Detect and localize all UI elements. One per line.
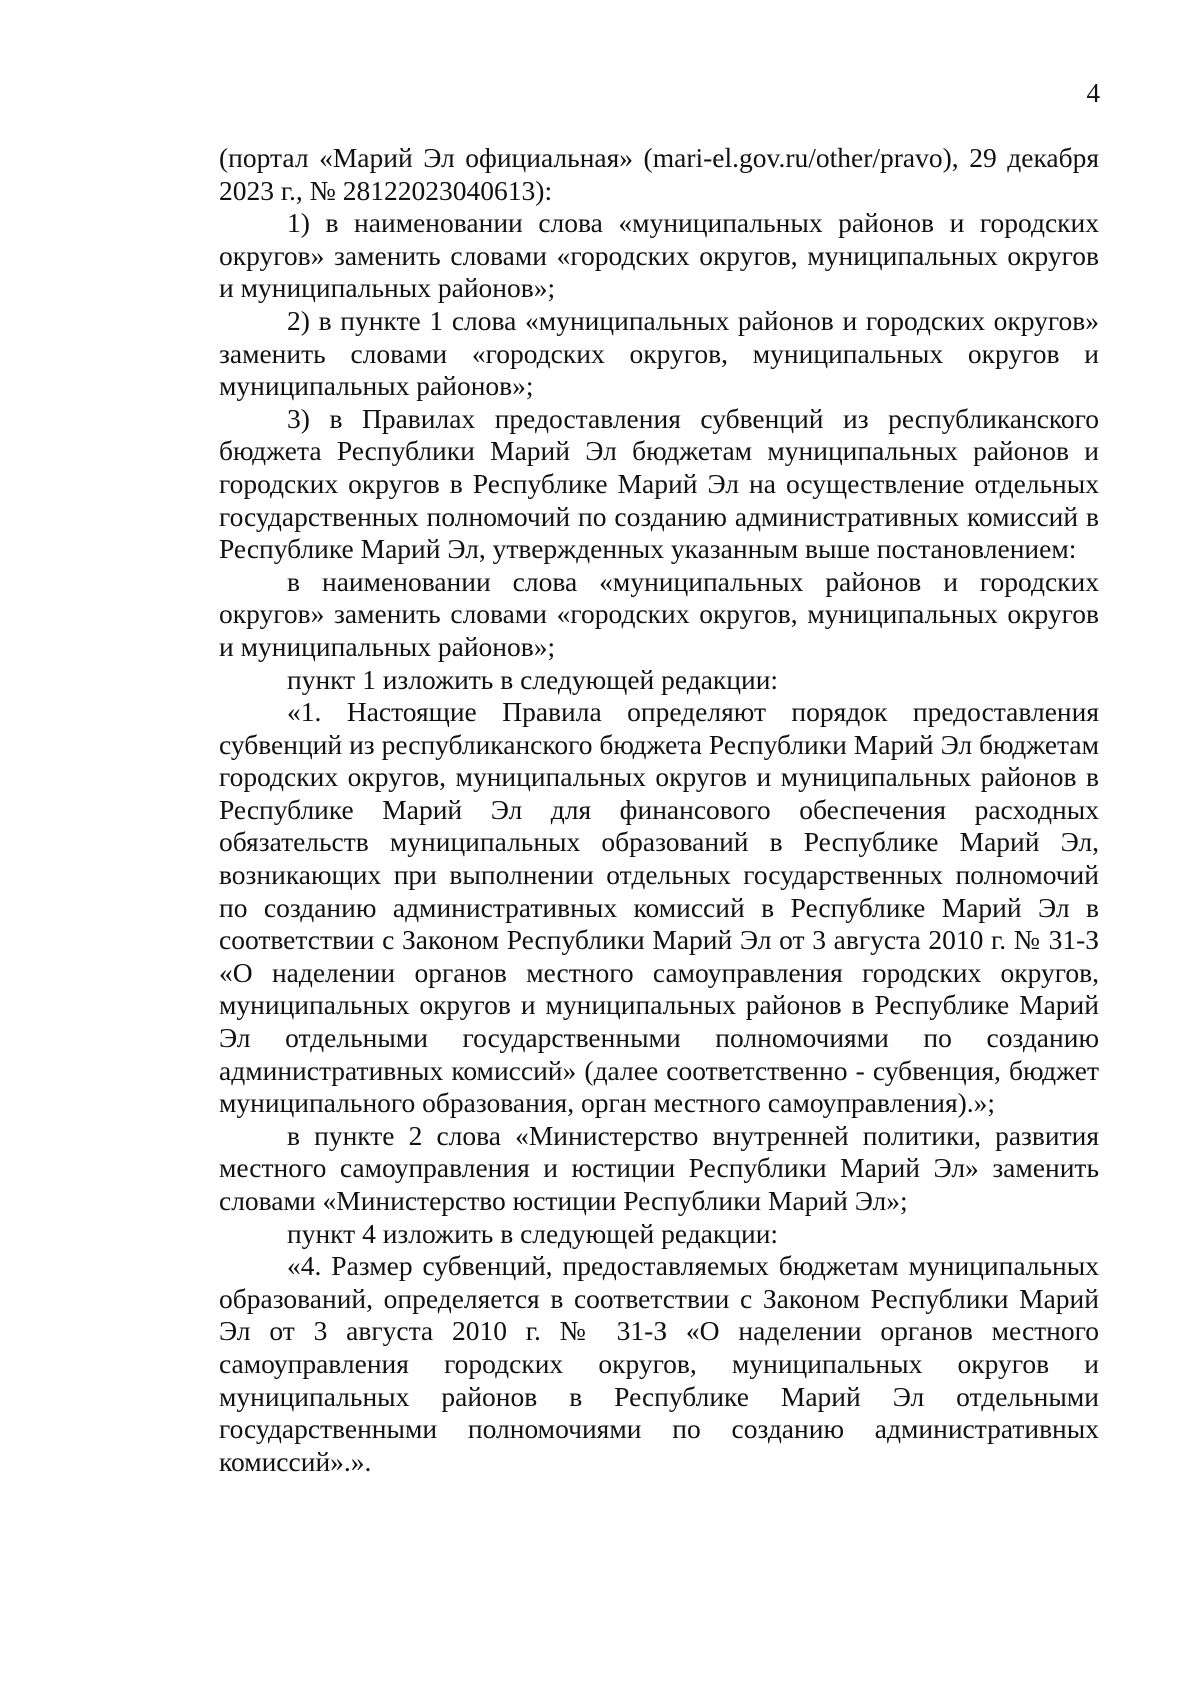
paragraph-title-change: в наименовании слова «муниципальных районов и городских округов» заменить словами «городских округов, муниципальных округов и муниципальных районов»; xyxy=(219,565,1099,662)
paragraph-point-4-text: «4. Размер субвенций, предоставляемых бюджетам муниципальных образований, определяется в соответствии с Законом Республики Марий Эл от 3 августа 2010 г. № 31-З «О наделении органов местного самоуправления городских округов, муниципальных округов и муниципальных районов в Республике Марий Эл отдельными государственными полномочиями по созданию административных комиссий».». xyxy=(219,1250,1099,1477)
paragraph-point-1-intro: пункт 1 изложить в следующей редакции: xyxy=(287,663,779,695)
paragraph-point-1-text: «1. Настоящие Правила определяют порядок предоставления субвенций из республиканского бюджета Республики Марий Эл бюджетам городских округов, муниципальных округов и муниципальных районов в Республике Марий Эл для финансового обеспечения расходных обязательств муниципальных образований в Республике Марий Эл, возникающих при выполнении отдельных государственных полномочий по созданию административных комиссий в Республике Марий Эл в соответствии с Законом Республики Марий Эл от 3 августа 2010 г. № 31-З «О наделении органов местного самоуправления городских округов, муниципальных округов и муниципальных районов в Республике Марий Эл отдельными государственными полномочиями по созданию административных комиссий» (далее соответственно - субвенция, бюджет муниципального образования, орган местного самоуправления).»; xyxy=(219,696,1099,1119)
paragraph-point-4-intro: пункт 4 изложить в следующей редакции: xyxy=(287,1217,779,1249)
paragraph-item-1: 1) в наименовании слова «муниципальных районов и городских округов» заменить словами «городских округов, муниципальных округов и муниципальных районов»; xyxy=(219,207,1099,304)
paragraph-item-2: 2) в пункте 1 слова «муниципальных районов и городских округов» заменить словами «городских округов, муниципальных округов и муниципальных районов»; xyxy=(219,304,1099,402)
document-body xyxy=(219,142,1099,1478)
paragraph-source-citation: (портал «Марий Эл официальная» (mari-el.gov.ru/other/pravo), 29 декабря 2023 г., № 28122023040613): xyxy=(219,142,1099,206)
paragraph-point-2-change: в пункте 2 слова «Министерство внутренней политики, развития местного самоуправления и юстиции Республики Марий Эл» заменить словами «Министерство юстиции Республики Марий Эл»; xyxy=(219,1119,1099,1216)
page-number: 4 xyxy=(1086,78,1100,108)
paragraph-item-3: 3) в Правилах предоставления субвенций из республиканского бюджета Республики Марий Эл бюджетам муниципальных районов и городских округов в Республике Марий Эл на осуществление отдельных государственных полномочий по созданию административных комиссий в Республике Марий Эл, утвержденных указанным выше постановлением: xyxy=(219,402,1099,565)
